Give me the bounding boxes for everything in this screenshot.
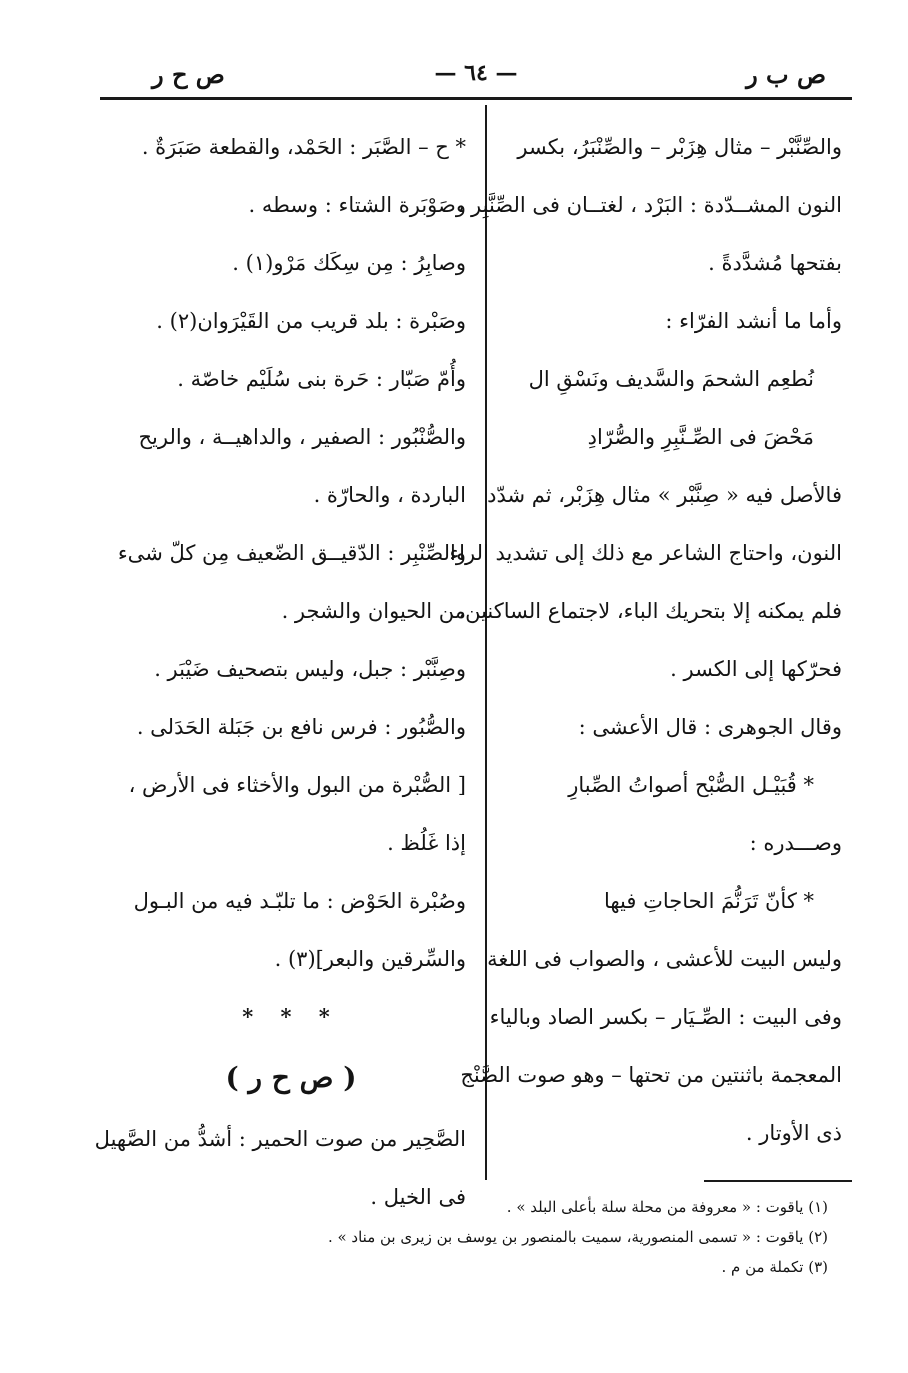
text-line: والصُّبُور : فرس نافع بن جَبَلة الحَدَلى . xyxy=(136,715,466,739)
footnotes xyxy=(108,1192,828,1282)
text-line: بفتحها مُشدَّدةً . xyxy=(708,251,842,275)
right-column xyxy=(449,118,842,1162)
page-number: — ٦٤ — xyxy=(434,60,518,86)
text-line: النون، واحتاج الشاعر مع ذلك إلى تشديد الراء xyxy=(449,541,842,565)
text-line: ذى الأوتار . xyxy=(745,1121,842,1145)
column-divider xyxy=(485,105,487,1180)
left-column xyxy=(94,118,466,1226)
footnote: (٣) تكملة من م . xyxy=(721,1258,828,1276)
text-line: وليس البيت للأعشى ، والصواب فى اللغة xyxy=(487,947,842,971)
text-line: والصُّنْبُور : الصفير ، والداهيــة ، والريح xyxy=(138,425,466,449)
text-line: وصَبْرة : بلد قريب من القَيْرَوان(٢) . xyxy=(156,309,466,333)
text-line: * ح – الصَّبَر : الحَمْد، والقطعة صَبَرَةٌ . xyxy=(141,135,466,159)
text-line: وصـــدره : xyxy=(749,831,842,855)
verse-line: مَحْضَ فى الصِّـنَّبِرِ والصُّرّادِ xyxy=(587,425,814,449)
text-line: والصِّنْبِر : الدّقيــق الضّعيف مِن كلّ شىء xyxy=(117,541,466,565)
text-line: فالأصل فيه « صِنَّبْر » مثال هِزَبْر، ثم شدّد xyxy=(487,483,842,507)
section-heading: ( ص ح ر ) xyxy=(225,1061,357,1094)
page-header xyxy=(100,54,852,94)
text-line: وأُمّ صَبّار : حَرة بنى سُلَيْم خاصّة . xyxy=(177,367,466,391)
text-line: الصَّحِير من صوت الحمير : أشدُّ من الصَّهيل xyxy=(94,1127,466,1151)
header-root-left: ص ح ر xyxy=(152,60,225,89)
text-line: النون المشــدّدة : البَرْد ، لغتــان فى الصِّنَّبِر ، xyxy=(457,193,842,217)
text-line: فلم يمكنه إلا بتحريك الباء، لاجتماع الساكنين، xyxy=(458,599,842,623)
text-line: وأما ما أنشد الفرّاء : xyxy=(665,309,842,333)
verse-line: نُطعِم الشحمَ والسَّديف ونَسْقِ ال xyxy=(528,367,814,391)
text-line: إذا غَلُظ . xyxy=(387,831,466,855)
text-line: وصَوْبَرة الشتاء : وسطه . xyxy=(248,193,466,217)
text-line: وفى البيت : الصِّـيَار – بكسر الصاد وبالياء xyxy=(489,1005,842,1029)
verse-line: * قُبَيْـل الصُّبْح أصواتُ الصِّبارِ xyxy=(568,773,814,797)
text-line: من الحيوان والشجر . xyxy=(281,599,466,623)
text-line: فى الخيل . xyxy=(370,1185,466,1209)
text-line: وصِنَّبْر : جبل، وليس بتصحيف ضَيْبَر . xyxy=(154,657,466,681)
text-line: وقال الجوهرى : قال الأعشى : xyxy=(578,715,842,739)
header-rule xyxy=(100,97,852,100)
header-root-right: ص ب ر xyxy=(746,60,826,89)
text-line: وصابِرُ : مِن سِكَك مَرْو(١) . xyxy=(232,251,466,275)
footnote: (٢) ياقوت : « تسمى المنصورية، سميت بالمنصور بن يوسف بن زيرى بن مناد » . xyxy=(327,1228,828,1246)
text-line: وصُبْرة الحَوْض : ما تلبّـد فيه من البـول xyxy=(133,889,466,913)
text-line: والسِّرقين والبعر](٣) . xyxy=(274,947,466,971)
text-line: الباردة ، والحارّة . xyxy=(313,483,466,507)
footnote: (١) ياقوت : « معروفة من محلة سلة بأعلى البلد » . xyxy=(506,1198,828,1216)
footnote-rule xyxy=(704,1180,852,1182)
text-line: والصِّنَّبْر – مثال هِزَبْر – والصِّنْبَرُ، بكسر xyxy=(517,135,842,159)
verse-line: * كأنّ تَرَنُّمَ الحاجاتِ فيها xyxy=(603,889,814,913)
text-line: فحرّكها إلى الكسر . xyxy=(670,657,842,681)
text-line: [ الصُّبْرة من البول والأخثاء فى الأرض ، xyxy=(128,773,466,797)
text-line: المعجمة باثنتين من تحتها – وهو صوت الصَّنْج xyxy=(460,1063,842,1087)
section-separator: * * * xyxy=(242,1004,340,1029)
